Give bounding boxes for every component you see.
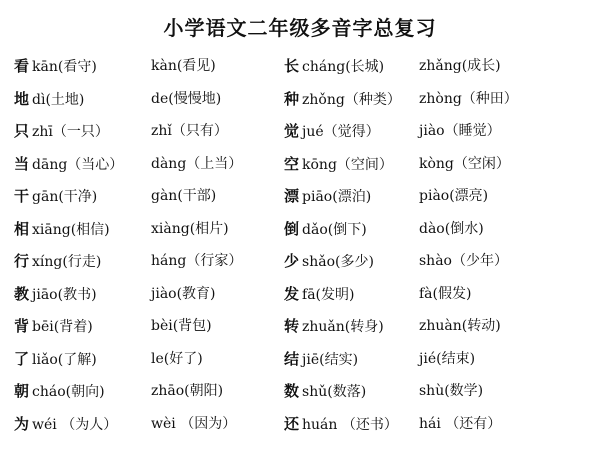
pinyin-entry [284,349,358,370]
pinyin-word: dāng（当心） [32,156,124,173]
pinyin-entry [151,89,221,109]
pinyin-word: wèi （因为） [151,415,237,432]
table-row [14,182,600,215]
pinyin-word: bēi(背着) [32,319,93,335]
pinyin-word: cháo(朝向) [32,384,105,400]
pinyin-entry [14,414,117,435]
polyphonic-character: 发 [284,284,300,303]
pinyin-entry [419,251,508,271]
polyphonic-character: 转 [284,317,300,335]
polyphonic-character: 长 [284,57,300,75]
pinyin-entry [284,284,354,305]
pinyin-entry [14,381,105,402]
pinyin-entry [419,89,518,109]
pinyin-entry [151,56,216,76]
pinyin-entry [14,219,110,240]
pinyin-word: dǎo(倒下) [302,221,367,238]
polyphonic-character: 相 [14,219,30,238]
pinyin-entry [419,381,483,401]
pinyin-word: zhǒng（种类） [302,91,401,108]
pinyin-word: zhī（一只） [32,124,109,140]
pinyin-entry [151,219,229,239]
pinyin-word: shǎo(多少) [302,254,374,270]
pinyin-entry [14,251,101,272]
pinyin-word: gàn(干部) [151,188,217,204]
pinyin-entry [151,414,236,434]
pinyin-entry [419,186,488,206]
polyphonic-character: 种 [284,89,300,108]
pinyin-word: xiāng(相信) [32,221,110,238]
pinyin-entry [419,349,475,369]
pinyin-word: kàn(看见) [151,58,216,74]
polyphonic-character: 当 [14,154,30,173]
pinyin-entry [151,349,203,369]
polyphonic-character: 教 [14,284,30,303]
pinyin-word: huán （还书） [302,416,398,433]
pinyin-entry [284,186,371,207]
pinyin-word: hái （还有） [419,415,502,432]
polyphonic-character: 干 [14,187,30,205]
pinyin-entry [151,284,216,304]
pinyin-word: liǎo(了解) [32,351,97,368]
pinyin-entry [284,154,393,175]
pinyin-entry [284,381,366,402]
polyphonic-character: 背 [14,317,30,335]
polyphonic-character: 朝 [14,382,30,400]
pinyin-word: shào（少年） [419,253,508,269]
pinyin-entry [419,284,471,304]
pinyin-word: piāo(漂泊) [302,189,372,205]
pinyin-word: shù(数学) [419,383,484,399]
pinyin-word: xíng(行走) [32,254,102,270]
pinyin-word: cháng(长城) [302,59,385,75]
page-title: 小学语文二年级多音字总复习 [163,16,437,40]
pinyin-word: zhǎng(成长) [419,58,501,74]
pinyin-word: jié(结束) [419,350,476,367]
pinyin-word: háng（行家） [151,253,243,269]
polyphonic-character: 倒 [284,219,300,238]
table-row [14,52,600,85]
table-row [14,410,600,443]
polyphonic-character: 了 [14,349,30,368]
table-row [14,150,600,183]
pinyin-word: de(慢慢地) [151,90,222,107]
polyphonic-character: 行 [14,252,30,270]
pinyin-word: kòng（空闲） [419,155,510,172]
pinyin-entry [284,89,401,110]
pinyin-entry [14,316,93,337]
pinyin-word: dàng（上当） [151,155,243,172]
polyphonic-table [14,52,600,442]
pinyin-word: zhuàn(转动) [419,318,501,334]
pinyin-word: dào(倒水) [419,220,484,237]
polyphonic-character: 结 [284,349,300,368]
pinyin-word: zhuǎn(转身) [302,319,384,335]
pinyin-word: jiē(结实) [302,351,359,368]
pinyin-entry [14,284,97,305]
polyphonic-character: 空 [284,154,300,173]
pinyin-entry [419,154,510,174]
table-row [14,280,600,313]
pinyin-entry [419,219,484,239]
pinyin-word: fà(假发) [419,285,472,302]
pinyin-entry [284,316,384,337]
polyphonic-character: 数 [284,382,300,400]
table-row [14,215,600,248]
pinyin-word: kōng（空间） [302,156,393,173]
pinyin-word: jué（觉得） [302,124,380,140]
polyphonic-character: 看 [14,57,30,75]
pinyin-entry [14,154,123,175]
polyphonic-character: 地 [14,89,30,108]
pinyin-entry [419,414,501,434]
polyphonic-character: 漂 [284,187,300,205]
pinyin-entry [284,56,384,77]
pinyin-word: fā(发明) [302,286,355,303]
pinyin-word: bèi(背包) [151,318,212,334]
pinyin-entry [284,121,380,142]
pinyin-word: shǔ(数落) [302,384,367,400]
pinyin-word: zhòng（种田） [419,90,518,107]
pinyin-entry [284,414,398,435]
pinyin-entry [284,251,374,272]
pinyin-entry [419,56,501,76]
pinyin-entry [151,121,228,141]
pinyin-word: zhāo(朝阳) [151,383,224,399]
table-row [14,312,600,345]
pinyin-word: wéi （为人） [32,416,118,433]
pinyin-entry [151,316,212,336]
pinyin-word: dì(土地) [32,91,85,108]
pinyin-entry [151,381,223,401]
pinyin-entry [14,186,97,207]
pinyin-word: piào(漂亮) [419,188,489,204]
polyphonic-character: 为 [14,414,30,433]
polyphonic-character: 少 [284,252,300,270]
pinyin-entry [14,56,97,77]
table-row [14,85,600,118]
pinyin-word: gān(干净) [32,189,98,205]
table-row [14,247,600,280]
polyphonic-character: 只 [14,122,30,140]
pinyin-entry [419,316,501,336]
polyphonic-character: 还 [284,414,300,433]
pinyin-word: zhǐ（只有） [151,123,228,139]
pinyin-word: xiàng(相片) [151,220,229,237]
table-row [14,377,600,410]
pinyin-word: le(好了) [151,350,203,367]
pinyin-word: jiào（睡觉） [419,123,501,139]
pinyin-word: jiào(教育) [151,285,216,302]
pinyin-entry [14,89,84,110]
table-row [14,117,600,150]
pinyin-entry [14,349,97,370]
pinyin-entry [419,121,501,141]
pinyin-word: kān(看守) [32,59,97,75]
pinyin-entry [151,251,242,271]
table-row [14,345,600,378]
pinyin-word: jiāo(教书) [32,286,97,303]
pinyin-entry [284,219,367,240]
pinyin-entry [151,186,216,206]
polyphonic-character: 觉 [284,122,300,140]
pinyin-entry [151,154,242,174]
pinyin-entry [14,121,109,142]
